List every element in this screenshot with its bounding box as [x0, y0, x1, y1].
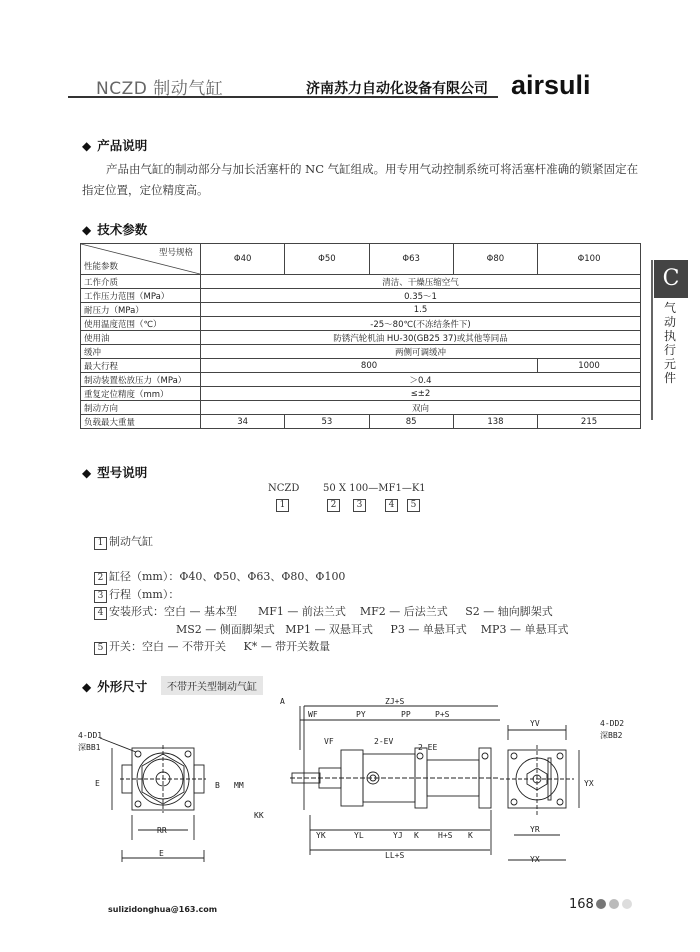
- spec-col-header: Φ63: [369, 244, 453, 275]
- spec-row: [81, 289, 641, 303]
- model-code: 50 X 100—MF1—K1: [323, 483, 426, 494]
- dim-label: B: [215, 781, 220, 790]
- diamond-bullet-icon: ◆: [82, 466, 92, 480]
- spec-row-value: 防锈汽轮机油 HU-30(GB25 37)或其他等同品: [201, 331, 641, 345]
- side-tab-letter: C: [654, 260, 688, 298]
- left-end-view: [100, 738, 206, 862]
- model-box-3: 3: [353, 499, 368, 512]
- model-prefix: NCZD: [268, 483, 300, 494]
- spec-row-label: 使用油: [81, 331, 201, 345]
- spec-row-label: 负载最大重量: [81, 415, 201, 429]
- spec-row-value: 53: [285, 415, 369, 429]
- spec-row-value: 215: [538, 415, 641, 429]
- model-line-3: 3 行程（mm）：: [94, 586, 179, 603]
- spec-row-value: 清洁、干燥压缩空气: [201, 275, 641, 289]
- spec-table-header-row: [81, 244, 641, 275]
- dim-label: YJ: [393, 831, 403, 840]
- dim-label: A: [280, 697, 285, 706]
- company-name: 济南苏力自动化设备有限公司: [306, 81, 488, 97]
- model-line-6: 5 开关：空白 — 不带开关 K* — 带开关数量: [94, 638, 330, 655]
- section-heading-description: ◆ 产品说明: [82, 138, 148, 153]
- brand-logo: airsuli: [511, 70, 591, 100]
- spec-row-label: 工作压力范围（MPa）: [81, 289, 201, 303]
- spec-header-model: 型号规格: [158, 248, 193, 258]
- footer-email: sulizidonghua@163.com: [108, 905, 218, 914]
- description-paragraph: 产品由气缸的制动部分与加长活塞杆的 NC 气缸组成。用专用气动控制系统可将活塞杆准确的锁紧固定在指定位置，定位精度高。: [82, 162, 639, 197]
- dim-label: WF: [308, 710, 318, 719]
- spec-col-header: Φ80: [453, 244, 537, 275]
- model-line-4: 4 安装形式：空白 — 基本型 MF1 — 前法兰式 MF2 — 后法兰式 S2 — 轴向脚架式: [94, 603, 553, 620]
- spec-row-value: 34: [201, 415, 285, 429]
- page-number: 168: [569, 897, 594, 912]
- spec-row-value: 1.5: [201, 303, 641, 317]
- dim-label: RR: [157, 826, 167, 835]
- dim-label: PP: [401, 710, 411, 719]
- cylinder-drawing: [60, 690, 640, 880]
- dim-label: PY: [356, 710, 366, 719]
- dim-label: 2-EV: [374, 737, 394, 746]
- dim-label: E: [95, 779, 100, 788]
- spec-row: [81, 359, 641, 373]
- spec-row-label: 重复定位精度（mm）: [81, 387, 201, 401]
- spec-row: [81, 415, 641, 429]
- section-heading-specs: ◆ 技术参数: [82, 222, 148, 237]
- spec-row-value: 800: [201, 359, 538, 373]
- spec-col-header: Φ50: [285, 244, 369, 275]
- spec-row: [81, 401, 641, 415]
- dim-label: YX: [584, 779, 594, 788]
- diamond-bullet-icon: ◆: [82, 139, 92, 153]
- diamond-bullet-icon: ◆: [82, 680, 92, 694]
- dim-label: 2-EE: [418, 743, 438, 752]
- dim-label: MM: [234, 781, 244, 790]
- dim-label: ZJ+S: [385, 697, 405, 706]
- dim-label: YL: [354, 831, 364, 840]
- page-dot-icon: [596, 899, 606, 909]
- model-box-1: 1: [276, 499, 291, 512]
- spec-row-label: 耐压力（MPa）: [81, 303, 201, 317]
- dim-label: K: [414, 831, 419, 840]
- document-section-title: NCZD 制动气缸: [96, 79, 224, 99]
- model-line-1: 1 制动气缸: [94, 533, 153, 550]
- dim-label: P+S: [435, 710, 450, 719]
- spec-row: [81, 373, 641, 387]
- spec-row-value: 两侧可调缓冲: [201, 345, 641, 359]
- spec-row-label: 最大行程: [81, 359, 201, 373]
- dim-label: VF: [324, 737, 334, 746]
- spec-header-performance: 性能参数: [84, 262, 119, 272]
- dim-label: YV: [530, 719, 540, 728]
- spec-row-value: 双向: [201, 401, 641, 415]
- page-dot-icon: [609, 899, 619, 909]
- spec-row: [81, 331, 641, 345]
- spec-row: [81, 345, 641, 359]
- model-line-2: 2 缸径（mm）：Φ40、Φ50、Φ63、Φ80、Φ100: [94, 568, 345, 585]
- spec-row-value: -25～80℃(不冻结条件下): [201, 317, 641, 331]
- dim-label: H+S: [438, 831, 453, 840]
- spec-row: [81, 303, 641, 317]
- model-box-4: 4: [385, 499, 400, 512]
- dim-label: KK: [254, 811, 264, 820]
- dim-label: K: [468, 831, 473, 840]
- side-tab-rule: [651, 260, 653, 420]
- dim-label: 深BB1: [78, 743, 101, 752]
- spec-row-value: 85: [369, 415, 453, 429]
- spec-col-header: Φ40: [201, 244, 285, 275]
- model-box-2: 2: [327, 499, 342, 512]
- dim-label: 深BB2: [600, 731, 623, 740]
- spec-row-value: 0.35～1: [201, 289, 641, 303]
- dim-label: 4-DD2: [600, 719, 625, 728]
- spec-row-value: 1000: [538, 359, 641, 373]
- spec-row-label: 使用温度范围（℃）: [81, 317, 201, 331]
- dimensions-subtitle: 不带开关型制动气缸: [161, 676, 263, 695]
- spec-row-value: ＞0.4: [201, 373, 641, 387]
- diamond-bullet-icon: ◆: [82, 223, 92, 237]
- spec-row-value: ≤±2: [201, 387, 641, 401]
- spec-row: [81, 275, 641, 289]
- section-heading-model: ◆ 型号说明: [82, 465, 148, 480]
- dim-label: YK: [316, 831, 326, 840]
- spec-header-diagonal-cell: [81, 244, 201, 275]
- spec-row: [81, 387, 641, 401]
- dim-label: LL+S: [385, 851, 405, 860]
- dim-label: 4-DD1: [78, 731, 103, 740]
- side-tab-text: 气动执行元件: [664, 301, 677, 385]
- spec-row-value: 138: [453, 415, 537, 429]
- model-line-5: MS2 — 侧面脚架式 MP1 — 双悬耳式 P3 — 单悬耳式 MP3 — 单悬耳式: [176, 623, 569, 636]
- spec-row-label: 制动装置松放压力（MPa）: [81, 373, 201, 387]
- spec-row-label: 工作介质: [81, 275, 201, 289]
- right-end-view: [500, 725, 579, 860]
- spec-row: [81, 317, 641, 331]
- dim-label: YR: [530, 825, 540, 834]
- spec-row-label: 制动方向: [81, 401, 201, 415]
- model-box-5: 5: [407, 499, 422, 512]
- dim-label: YX: [530, 855, 540, 864]
- spec-table: [80, 243, 641, 429]
- page-dot-icon: [622, 899, 632, 909]
- spec-row-label: 缓冲: [81, 345, 201, 359]
- dim-label: E: [159, 849, 164, 858]
- section-heading-dimensions: ◆ 外形尺寸: [82, 679, 148, 694]
- spec-col-header: Φ100: [538, 244, 641, 275]
